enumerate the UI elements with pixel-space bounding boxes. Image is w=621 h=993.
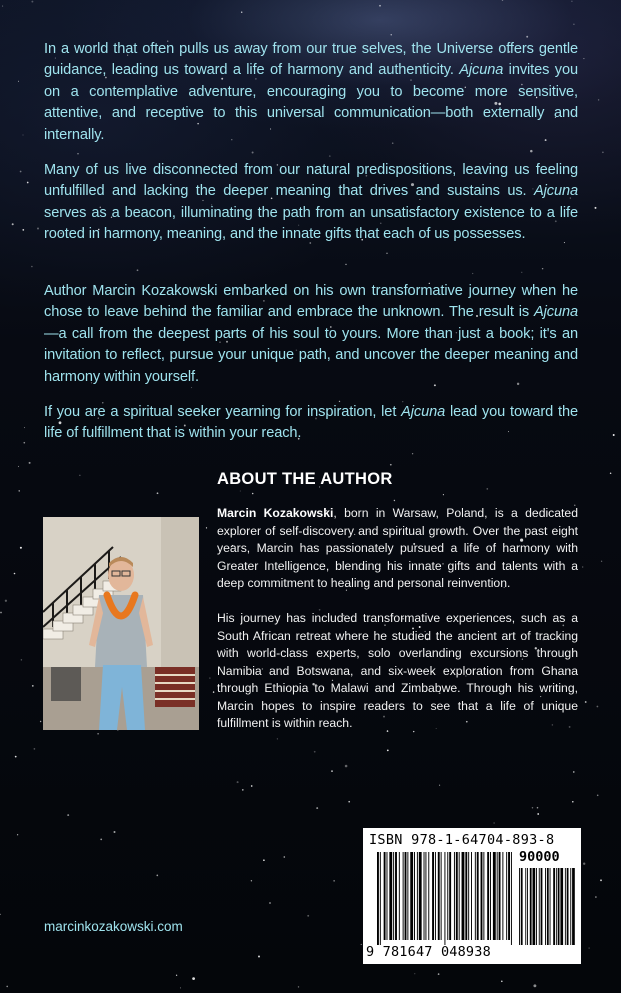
barcode-bar (441, 852, 442, 940)
barcode-bar (465, 852, 467, 940)
star (307, 915, 309, 917)
star (443, 494, 444, 495)
star (333, 880, 334, 881)
barcode-bar (490, 852, 491, 940)
star (329, 155, 331, 157)
barcode-bar (444, 852, 445, 945)
barcode-bar (572, 868, 575, 945)
star (583, 863, 585, 865)
star (209, 678, 210, 679)
star (277, 738, 278, 739)
barcode-bar (553, 868, 555, 945)
barcode-bar (541, 868, 543, 945)
ean-digits: 9 781647 048938 (366, 944, 491, 960)
barcode-bar (539, 868, 540, 945)
star (585, 701, 587, 703)
star (206, 527, 207, 528)
star (269, 902, 271, 904)
book-title: Ajcuna (401, 404, 446, 420)
barcode-bar (419, 852, 422, 940)
star (331, 770, 333, 772)
star (251, 785, 253, 787)
star (361, 944, 362, 945)
barcode-bar (393, 852, 394, 940)
barcode-bar (380, 852, 381, 945)
isbn-barcode (363, 828, 581, 964)
star (24, 427, 25, 428)
blurb-text: lead you toward the life of fulfillment that is within your reach. (44, 404, 578, 442)
star (137, 269, 139, 271)
star (379, 5, 381, 7)
star (598, 99, 599, 100)
blurb-paragraph-2 (44, 160, 578, 246)
barcode-bar (525, 868, 526, 945)
star (242, 789, 244, 791)
barcode-bar (475, 852, 476, 940)
star (501, 981, 503, 983)
star (537, 807, 539, 809)
star (521, 272, 522, 273)
star (391, 34, 392, 35)
star (240, 490, 241, 491)
author-bio-paragraph-2: His journey has included transformative experiences, such as a South African retreat where he studied the ancient art of tracking with world-class experts, solo overlanding excursions through Namibia and Botswana, and six-week exploration from Ghana through Ethiopia to Malawi and Zimbabwe. Through his writing, Marcin hopes to inspire readers to see that a life of unique fulfillment is within reach. (217, 611, 578, 730)
star (595, 896, 597, 898)
blurb-paragraph-4 (44, 402, 578, 445)
star (258, 956, 260, 958)
star (613, 434, 615, 436)
star (20, 547, 22, 549)
price-code: 90000 (519, 849, 560, 865)
star (537, 813, 539, 815)
star (583, 58, 584, 59)
barcode-bar (511, 852, 512, 945)
star (345, 765, 348, 768)
barcode-bar (519, 868, 520, 945)
barcode-bar (438, 852, 440, 940)
barcode-bar (424, 852, 425, 940)
barcode-bar (499, 852, 501, 940)
barcode-bar (447, 852, 448, 940)
star (2, 6, 3, 7)
star (252, 493, 254, 495)
barcode-bar (459, 852, 460, 940)
book-title: Ajcuna (459, 62, 504, 79)
star (156, 875, 158, 877)
star (34, 748, 36, 750)
star (602, 151, 604, 153)
barcode-bar (425, 852, 426, 940)
star (386, 253, 387, 254)
star (31, 1, 33, 3)
star (6, 986, 8, 988)
barcode-bar (530, 868, 532, 945)
star (192, 977, 195, 980)
star (18, 81, 19, 82)
barcode-bar (560, 868, 563, 945)
star (77, 153, 78, 154)
star (19, 490, 20, 491)
star (21, 659, 22, 660)
blurb-text: —a call from the deepest parts of his soul to yours. More than just a book; it's an invitation to reflect, pursue your unique path, and uncover the deeper meaning and harmony within yourself. (44, 325, 578, 385)
star (438, 973, 440, 975)
bio-text: , born in Warsaw, Poland, is a dedicated explorer of self-discovery and spiritual growth. Over the past eight years, Marcin has passionately pursued a life of harmony with Greater Intelligence, blending his innate gifts and talents with a deep commitment to healing and personal reinvention. (217, 506, 578, 590)
star (23, 442, 25, 444)
author-bio-paragraph-1 (217, 505, 578, 593)
barcode-bar (477, 852, 479, 940)
star (486, 488, 488, 490)
star (472, 273, 473, 274)
blurb-text: invites you on a contemplative adventure, encouraging you to become more sensitive, attentive, and receptive to this universal communication—both externally and internally. (44, 62, 578, 143)
star (37, 228, 39, 230)
website-link[interactable]: marcinkozakowski.com (44, 919, 183, 934)
barcode-bar (567, 868, 569, 945)
star (314, 751, 316, 753)
barcode-bar (456, 852, 458, 940)
star (298, 986, 299, 987)
star (176, 975, 177, 976)
barcode-bar (414, 852, 415, 940)
barcode-bar (387, 852, 388, 940)
author-photo (43, 517, 199, 730)
star (263, 859, 265, 861)
barcode-bar (435, 852, 436, 940)
barcode-bar (449, 852, 451, 940)
isbn-label: ISBN 978-1-64704-893-8 (369, 832, 555, 848)
star (573, 771, 574, 772)
star (597, 706, 599, 708)
barcode-bar (462, 852, 465, 940)
barcode-bar (377, 852, 379, 945)
star (14, 573, 16, 575)
barcode-bar (508, 852, 510, 940)
barcode-bar (432, 852, 434, 940)
star (31, 266, 33, 268)
star (601, 561, 602, 562)
star (20, 171, 22, 173)
star (316, 807, 318, 809)
star (493, 822, 494, 823)
blurb-text: In a world that often pulls us away from our true selves, the Universe offers gentle guidance, leading us toward a life of harmony and authenticity. (44, 41, 578, 79)
blurb-paragraph-1 (44, 39, 578, 146)
star (22, 229, 24, 231)
star (241, 11, 242, 12)
blurb-text: Author Marcin Kozakowski embarked on his own transformative journey when he chose to leave behind the familiar and embrace the unknown. The result is (44, 283, 578, 321)
barcode-bar (556, 868, 557, 945)
barcode-bar (497, 852, 498, 940)
barcode-bar (487, 852, 489, 940)
barcode-bar (428, 852, 429, 940)
star (0, 612, 2, 614)
barcode-bar (533, 868, 536, 945)
star (29, 462, 31, 464)
star (595, 207, 597, 209)
barcode-bar (399, 852, 400, 940)
barcode-bar (545, 868, 546, 945)
star (283, 856, 285, 858)
star (526, 36, 528, 38)
barcode-bar (417, 852, 418, 940)
barcode-bar (471, 852, 472, 940)
star (18, 466, 19, 467)
blurb-text: serves as a beacon, illuminating the path from an unsatisfactory existence to a life rooted in harmony, meaning, and the innate gifts that each of us possesses. (44, 204, 578, 243)
blurb-text: Many of us live disconnected from our natural predispositions, leaving us feeling unfulfilled and lacking the deeper meaning that drives and sustains us. (44, 162, 578, 200)
star (414, 973, 415, 974)
barcode-bar (395, 852, 397, 940)
star (532, 807, 533, 808)
barcode-bar (527, 868, 528, 945)
star (180, 987, 181, 988)
star (5, 600, 7, 602)
star (571, 1, 572, 2)
star (79, 475, 80, 476)
barcode-bar (407, 852, 408, 940)
star (387, 749, 389, 751)
star (573, 23, 575, 25)
star (17, 834, 18, 835)
star (0, 914, 1, 915)
book-title: Ajcuna (533, 304, 578, 321)
star (27, 182, 29, 184)
star (251, 880, 252, 881)
barcode-bar (506, 852, 507, 940)
star (597, 795, 599, 797)
star (582, 566, 583, 567)
star (533, 984, 536, 987)
star (100, 838, 102, 840)
blurb-text: If you are a spiritual seeker yearning for inspiration, let (44, 404, 402, 420)
star (12, 223, 14, 225)
star (348, 801, 350, 803)
star (67, 814, 69, 816)
star (237, 781, 239, 783)
barcode-bar (384, 852, 386, 940)
star (610, 473, 612, 475)
star (32, 685, 34, 687)
barcode-bar (536, 868, 537, 945)
book-title: Ajcuna (533, 183, 578, 200)
star (252, 152, 254, 154)
barcode-bar (547, 868, 549, 945)
star (530, 150, 533, 153)
star (390, 464, 392, 466)
author-name: Marcin Kozakowski (217, 506, 334, 520)
star (157, 492, 159, 494)
star (114, 831, 116, 833)
barcode-bar (483, 852, 484, 940)
barcode-bar (454, 852, 455, 940)
barcode-bar (493, 852, 496, 940)
barcode-bar (565, 868, 566, 945)
barcode-bar (468, 852, 469, 940)
star (572, 801, 574, 803)
barcode-bar (403, 852, 404, 940)
star (600, 879, 602, 881)
star (542, 268, 543, 269)
about-author-heading: ABOUT THE AUTHOR (217, 470, 393, 488)
barcode-bar (410, 852, 413, 940)
star (213, 691, 214, 692)
barcode-bar (550, 868, 551, 945)
star (589, 948, 590, 949)
author-photo-illustration (43, 517, 199, 730)
star (15, 756, 17, 758)
star (439, 785, 440, 786)
blurb-paragraph-3 (44, 281, 578, 388)
barcode-bar (405, 852, 407, 940)
barcode-bar (521, 868, 523, 945)
barcode-bar (502, 852, 503, 940)
star (97, 733, 99, 735)
star (22, 134, 23, 135)
star (394, 500, 395, 501)
star (412, 453, 413, 454)
star (345, 264, 346, 265)
star (502, 0, 503, 1)
barcode-bar (481, 852, 483, 940)
star (40, 721, 41, 722)
barcode-bar (570, 868, 571, 945)
barcode-bar (558, 868, 560, 945)
barcode-bar (389, 852, 392, 940)
